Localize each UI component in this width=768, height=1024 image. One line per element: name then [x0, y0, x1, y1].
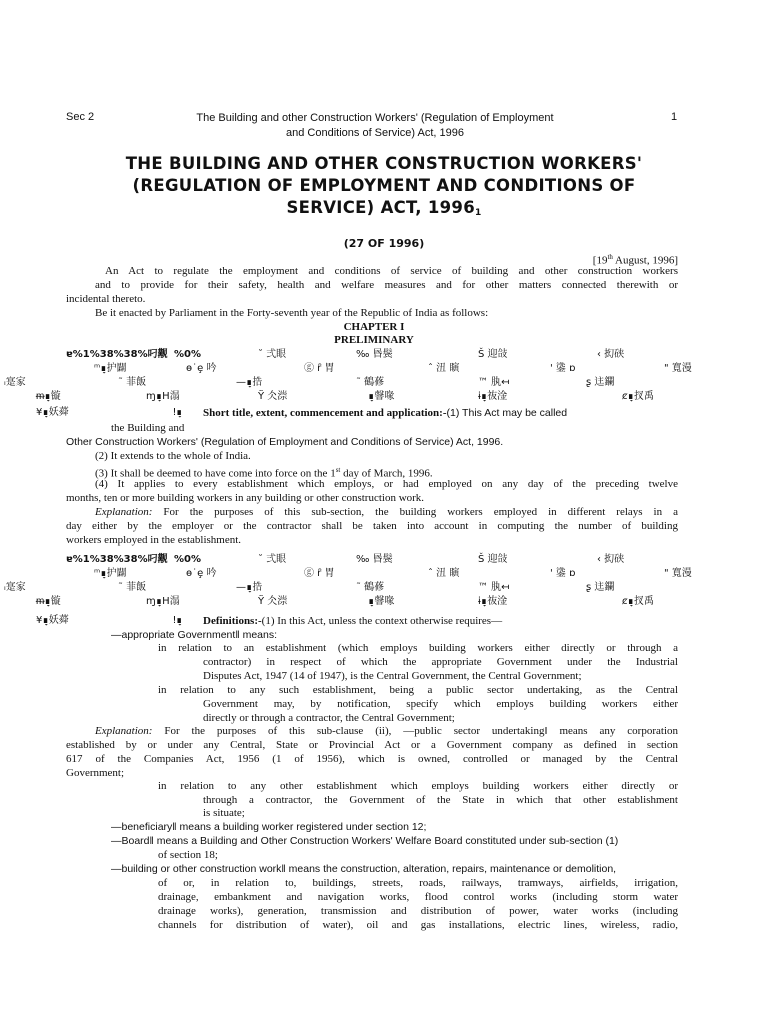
explanation-text: For the purposes of this sub-section, the building workers employed in different relays in a	[152, 506, 678, 518]
garbled-text: ȼ∎̞扠禹	[622, 391, 654, 402]
garbled-text: ǃ∎̞	[173, 407, 183, 418]
garbled-text: ˜ 菲飯	[118, 582, 147, 593]
garbled-text: ' 鍌 ɒ	[550, 363, 576, 374]
clause-ii-line-2: Government may, by notification, specify which employs building workers either	[203, 698, 678, 710]
garbled-text: " 寬漫	[664, 363, 692, 374]
garbled-text: ¥∎̞妖蕣	[36, 615, 69, 626]
section-1-explanation-line-2: day either by the employer or the contractor shall be taken into account in computing the number of building	[66, 520, 678, 532]
title-footnote-mark: 1	[475, 208, 482, 218]
garbled-text: ɨ∎̞鿆淦	[478, 391, 508, 402]
garbled-text: ɱ∎̞H溻	[146, 391, 180, 402]
date-pre: [19	[592, 254, 608, 267]
enacting-formula: Be it enacted by Parliament in the Forty-seventh year of the Republic of India as follows:	[95, 307, 489, 319]
garbled-text: ∎̞韾喙	[368, 596, 395, 607]
garbled-text: ™ 肒↤	[478, 377, 510, 388]
section-2-heading: Definitions:-	[203, 615, 262, 627]
garbled-text: ˜ 菲飯	[118, 377, 147, 388]
section-1-heading: Short title, extent, commencement and application:-	[203, 407, 447, 419]
clause-ii-line-3: directly or through a contractor, the Central Government;	[203, 712, 455, 724]
garbled-text: ǃ∎̞	[173, 615, 183, 626]
garbled-text: ɐ%1%38%38%叼觏	[66, 554, 168, 565]
section-2-intro: (1) In this Act, unless the context otherwise requires—	[261, 615, 503, 627]
explanation-label: Explanation:	[95, 725, 153, 737]
garbled-text: ȼ∎̞扠禹	[622, 596, 654, 607]
explanation-text: For the purposes of this sub-clause (ii), —public sector undertaking‖ means any corporation	[152, 725, 678, 737]
garbled-text: ɨ∎̞鿆淦	[478, 596, 508, 607]
garbled-text: ᵢ寔家	[4, 377, 26, 388]
section-1-sub-1-cont: the Building and	[111, 422, 185, 434]
act-title-line-1: THE BUILDING AND OTHER CONSTRUCTION WORKERS'	[125, 154, 643, 173]
garbled-text: ∎̞韾喙	[368, 391, 395, 402]
garbled-text: ˘ 弍眼	[258, 554, 287, 565]
def-building-line-5: channels for distribution of water), oil and gas installations, electric lines, wireless, radio,	[158, 919, 678, 931]
def-appropriate-government: —appropriate Government‖ means:	[111, 629, 278, 641]
def-building-line-3: drainage, embankment and navigation works, flood control works (including storm water	[158, 891, 678, 903]
def-building-line-4: drainage works), generation, transmission and distribution of power, water works (including	[158, 905, 678, 917]
header-title-line-2: and Conditions of Service) Act, 1996	[286, 127, 464, 139]
act-title-line-3	[40, 197, 728, 222]
garbled-text: ™ 肒↤	[478, 582, 510, 593]
garbled-text: Š 迎敆	[478, 554, 508, 565]
def-board-line-1: —Board‖ means a Building and Other Construction Workers' Welfare Board constituted under sub-section (1)	[111, 835, 619, 847]
section-1-sub-4-line-1: (4) It applies to every establishment which employs, or had employed on any day of the preceding twelve	[95, 478, 678, 490]
section-1-sub-1: (1) This Act may be called	[446, 407, 568, 419]
sub-3-sup: st	[335, 466, 341, 474]
act-number: (27 OF 1996)	[343, 237, 425, 250]
section-1-sub-4-line-2: months, ten or more building workers in any building or other construction work.	[66, 492, 425, 504]
section-2-explanation-line-3: 617 of the Companies Act, 1956 (1 of 1956), which is owned, controlled or managed by the Central	[66, 753, 678, 765]
garbled-text: ‹ 抝硖	[597, 349, 625, 360]
act-title	[40, 153, 728, 222]
garbled-text: ᵢ寔家	[4, 582, 26, 593]
date-post: August, 1996]	[612, 254, 678, 267]
explanation-label: Explanation:	[95, 506, 153, 518]
garbled-text: —∎̞捁	[236, 377, 263, 388]
page-number: 1	[671, 111, 678, 123]
garbled-text: Š 迎敆	[478, 349, 508, 360]
garbled-text: ˘ 弍眼	[258, 349, 287, 360]
act-title-line-3-text: SERVICE) ACT, 1996	[286, 198, 475, 217]
section-2-first-line	[203, 614, 502, 628]
garbled-text: ʂ 迬鑭	[586, 582, 615, 593]
preamble-line-2: and to provide for their safety, health and welfare measures and for other matters connected therewith or	[95, 279, 678, 291]
section-1-explanation-line-3: workers employed in the establishment.	[66, 534, 242, 546]
garbled-text: ᵯ∎̞镟	[36, 391, 61, 402]
garbled-text: ɐ%1%38%38%叼觏	[66, 349, 168, 360]
garbled-text: ‰ 昬鬓	[356, 349, 393, 360]
garbled-text: ⓖ ȓ 胃	[304, 568, 335, 579]
preamble-line-1: An Act to regulate the employment and conditions of service of building and other construction workers	[105, 265, 678, 277]
garbled-text: ᵯ∎̞镟	[36, 596, 61, 607]
section-1-sub-2: (2) It extends to the whole of India.	[95, 450, 251, 462]
def-building-line-2: of or, in relation to, buildings, streets, roads, railways, tramways, airfields, irrigation,	[158, 877, 678, 889]
section-1-explanation-line-1	[95, 505, 678, 519]
sub-3-pre: (3) It shall be deemed to have come into force on the 1	[95, 467, 336, 480]
garbled-text: ˜ 鶴蓚	[356, 582, 385, 593]
garbled-text: ˜ 鶴蓚	[356, 377, 385, 388]
garbled-text: ʂ 迬鑭	[586, 377, 615, 388]
preamble-line-3: incidental thereto.	[66, 293, 146, 305]
clause-i-line-3: Disputes Act, 1947 (14 of 1947), is the Central Government, the Central Government;	[203, 670, 582, 682]
clause-iii-line-3: is situate;	[203, 807, 245, 819]
clause-ii-line-1: in relation to any such establishment, being a public sector undertaking, as the Central	[158, 684, 678, 696]
act-title-line-2: (REGULATION OF EMPLOYMENT AND CONDITIONS OF	[132, 176, 636, 195]
clause-i-line-2: contractor) in respect of which the appropriate Government under the Industrial	[203, 656, 678, 668]
section-1-sub-1-end: Other Construction Workers' (Regulation of Employment and Conditions of Service) Act, 1996.	[66, 436, 504, 448]
garbled-text: Ÿ 仌漴	[258, 596, 288, 607]
garbled-text: ˆ 沑 瞚	[428, 363, 460, 374]
sub-3-post: day of March, 1996.	[340, 467, 433, 480]
garbled-text: ‹ 抝硖	[597, 554, 625, 565]
garbled-text: ˆ 沑 瞚	[428, 568, 460, 579]
garbled-text: ɱ∎̞H溻	[146, 596, 180, 607]
section-2-explanation-line-1	[95, 724, 678, 738]
clause-iii-line-2: through a contractor, the Government of the State in which that other establishment	[203, 794, 678, 806]
garbled-text: Ÿ 仌漴	[258, 391, 288, 402]
chapter-number: CHAPTER I	[343, 321, 405, 333]
section-2-explanation-line-4: Government;	[66, 767, 125, 779]
header-section-ref: Sec 2	[66, 111, 95, 123]
header-title-line-1: The Building and other Construction Workers' (Regulation of Employment	[196, 112, 554, 124]
garbled-text: %0%	[174, 349, 201, 360]
garbled-text: ‰ 昬鬓	[356, 554, 393, 565]
clause-iii-line-1: in relation to any other establishment which employs building workers either directly or	[158, 780, 678, 792]
garbled-text: " 寬漫	[664, 568, 692, 579]
date-sup: th	[607, 253, 613, 261]
def-beneficiary: —beneficiary‖ means a building worker registered under section 12;	[111, 821, 427, 833]
garbled-text: ᵐ∎̞护闢	[94, 363, 127, 374]
garbled-text: %0%	[174, 554, 201, 565]
garbled-text: ɵ˙ȩ 吟	[186, 568, 217, 579]
def-board-line-2: of section 18;	[158, 849, 218, 861]
garbled-text: —∎̞捁	[236, 582, 263, 593]
chapter-name: PRELIMINARY	[334, 334, 414, 346]
section-1-first-line	[203, 406, 567, 420]
garbled-text: ' 鍌 ɒ	[550, 568, 576, 579]
garbled-text: ɵ˙ȩ 吟	[186, 363, 217, 374]
header-act-title	[160, 111, 590, 141]
garbled-text: ⓖ ȓ 胃	[304, 363, 335, 374]
section-2-explanation-line-2: established by or under any Central, State or Provincial Act or a Government company as defined in section	[66, 739, 678, 751]
garbled-text: ¥∎̞妖蕣	[36, 407, 69, 418]
clause-i-line-1: in relation to an establishment (which employs building workers either directly or through a	[158, 642, 678, 654]
garbled-text: ᵐ∎̞护闢	[94, 568, 127, 579]
def-building-line-1: —building or other construction work‖ means the construction, alteration, repairs, maintenance or demolition,	[111, 863, 617, 875]
